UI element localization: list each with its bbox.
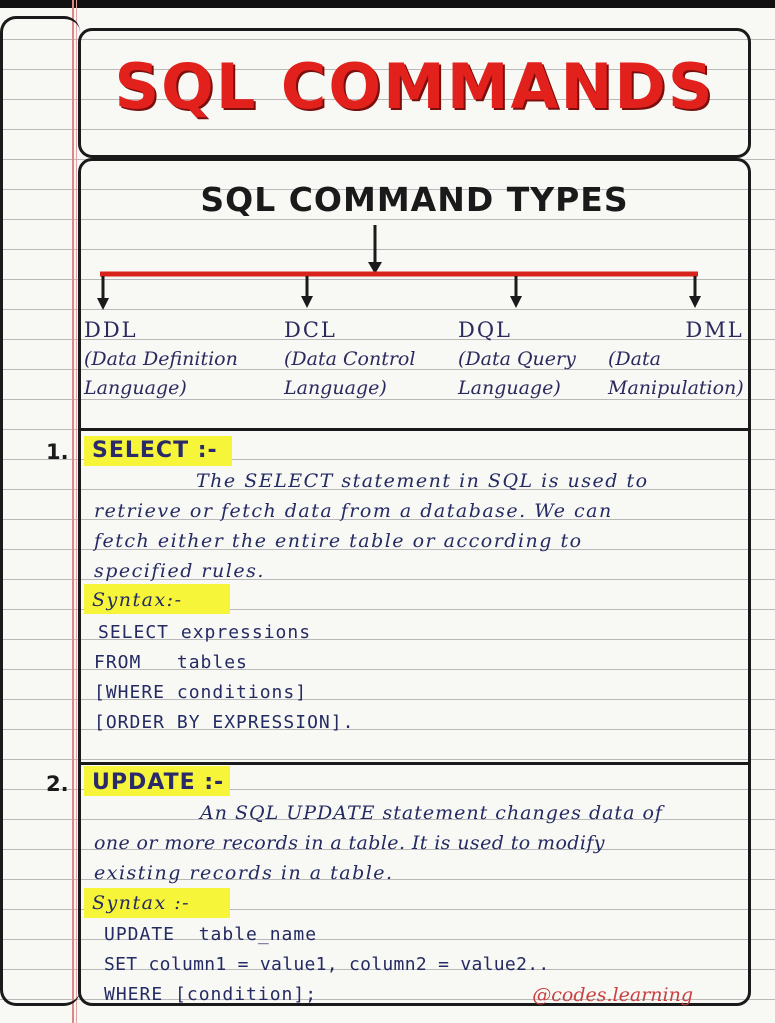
branch-dml-arrow xyxy=(689,296,701,308)
type-dml-line2: Manipulation) xyxy=(608,377,744,399)
syntax-label: Syntax :- xyxy=(92,892,191,914)
section-text-line: specified rules. xyxy=(94,560,265,582)
section-text-line: fetch either the entire table or according to xyxy=(94,530,583,552)
section-text-line: The SELECT statement in SQL is used to xyxy=(196,470,649,492)
section-heading-update: UPDATE :- xyxy=(92,770,225,795)
type-dql-abbr: DQL xyxy=(458,318,512,342)
section-text-line: existing records in a table. xyxy=(94,862,394,884)
branch-dql-arrow xyxy=(510,296,522,308)
type-ddl-line1: (Data Definition xyxy=(84,348,238,370)
syntax-line: [WHERE conditions] xyxy=(94,682,308,703)
section-heading-select: SELECT :- xyxy=(92,438,218,463)
type-dcl-abbr: DCL xyxy=(284,318,337,342)
watermark: @codes.learning xyxy=(532,984,693,1006)
type-ddl-abbr: DDL xyxy=(84,318,138,342)
branch-dcl-arrow xyxy=(301,296,313,308)
page-title: SQL COMMANDS xyxy=(114,50,715,123)
syntax-line: [ORDER BY EXPRESSION]. xyxy=(94,712,355,733)
section-divider-1 xyxy=(78,428,751,431)
type-dcl-line1: (Data Control xyxy=(284,348,416,370)
syntax-label: Syntax:- xyxy=(92,589,183,611)
type-dcl-line2: Language) xyxy=(284,377,387,399)
type-dml xyxy=(608,316,744,403)
branch-ddl-arrow xyxy=(97,298,109,310)
section-text-line: one or more records in a table. It is used to modify xyxy=(94,832,605,854)
syntax-line: FROM tables xyxy=(94,652,248,673)
type-ddl xyxy=(84,316,238,403)
section-number: 2. xyxy=(46,772,69,796)
section-text-line: retrieve or fetch data from a database. We can xyxy=(94,500,613,522)
section-divider-2 xyxy=(78,762,751,765)
section-number: 1. xyxy=(46,440,69,464)
type-dql-line2: Language) xyxy=(458,377,561,399)
syntax-line: SELECT expressions xyxy=(98,622,312,643)
type-ddl-line2: Language) xyxy=(84,377,187,399)
type-dml-abbr: DML xyxy=(685,318,744,342)
command-types-tree xyxy=(0,0,775,320)
syntax-line: WHERE [condition]; xyxy=(104,984,318,1005)
type-dql-line1: (Data Query xyxy=(458,348,576,370)
syntax-line: SET column1 = value1, column2 = value2.. xyxy=(104,954,550,975)
type-dql xyxy=(458,316,576,403)
syntax-line: UPDATE table_name xyxy=(104,924,318,945)
section-text-line: An SQL UPDATE statement changes data of xyxy=(200,802,663,824)
type-dcl xyxy=(284,316,415,403)
type-dml-line1: (Data xyxy=(608,348,661,370)
diagram-title: SQL COMMAND TYPES xyxy=(200,180,629,219)
